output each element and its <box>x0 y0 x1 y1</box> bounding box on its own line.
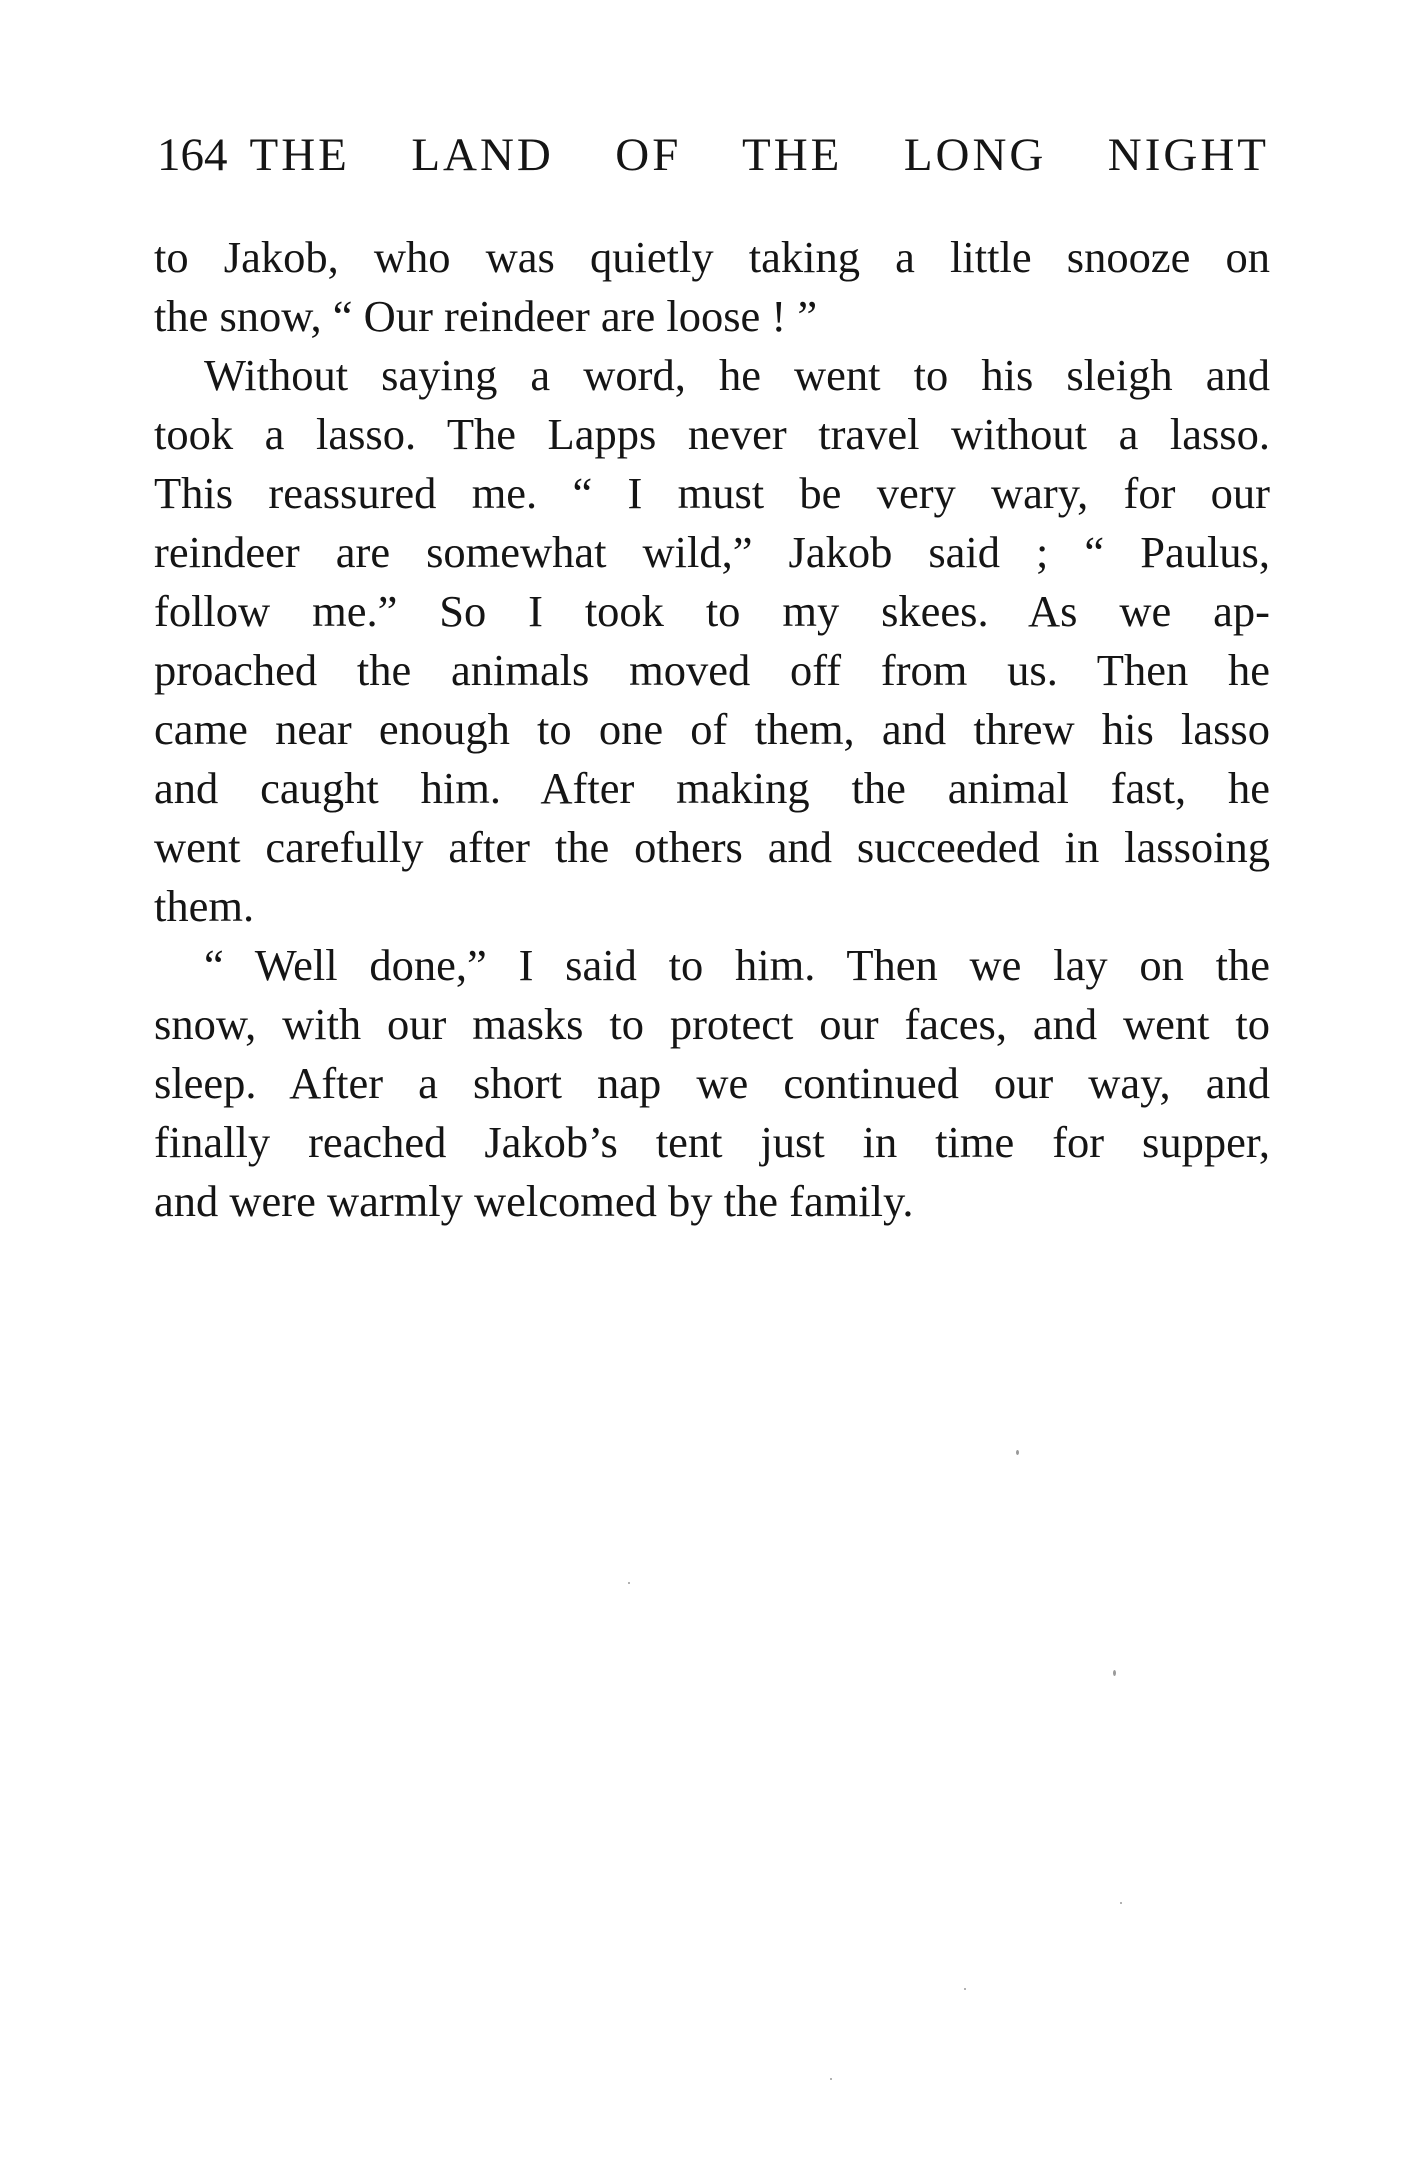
paper-speck <box>628 1582 630 1584</box>
text-line: and caught him. After making the animal fast, he <box>154 763 1270 813</box>
text-line: “ Well done,” I said to him. Then we lay on the <box>204 940 1270 990</box>
text-line: and were warmly welcomed by the family. <box>154 1176 914 1226</box>
text-line: the snow, “ Our reindeer are loose ! ” <box>154 291 818 341</box>
text-line: to Jakob, who was quietly taking a little snooze on <box>154 232 1270 282</box>
text-line: reindeer are somewhat wild,” Jakob said ; “ Paulus, <box>154 527 1270 577</box>
text-line: finally reached Jakob’s tent just in time for supper, <box>154 1117 1270 1167</box>
text-line: sleep. After a short nap we continued our way, and <box>154 1058 1270 1108</box>
paper-speck <box>1113 1670 1116 1676</box>
text-line: came near enough to one of them, and threw his lasso <box>154 704 1270 754</box>
paper-speck <box>1120 1902 1122 1904</box>
text-line: This reassured me. “ I must be very wary, for our <box>154 468 1270 518</box>
text-line: Without saying a word, he went to his sleigh and <box>204 350 1270 400</box>
text-line: went carefully after the others and succeeded in lassoing <box>154 822 1270 872</box>
text-line: snow, with our masks to protect our faces, and went to <box>154 999 1270 1049</box>
paper-speck <box>1016 1450 1019 1455</box>
text-line: them. <box>154 881 255 931</box>
paper-speck <box>964 1988 966 1990</box>
body-text <box>154 228 1270 1231</box>
text-line: follow me.” So I took to my skees. As we ap- <box>154 586 1270 636</box>
text-line: took a lasso. The Lapps never travel without a lasso. <box>154 409 1270 459</box>
running-title: THE LAND OF THE LONG NIGHT <box>249 129 1269 181</box>
running-head <box>157 128 1269 188</box>
text-line: proached the animals moved off from us. Then he <box>154 645 1270 695</box>
page-number: 164 <box>157 129 228 181</box>
paper-speck <box>830 2078 832 2080</box>
